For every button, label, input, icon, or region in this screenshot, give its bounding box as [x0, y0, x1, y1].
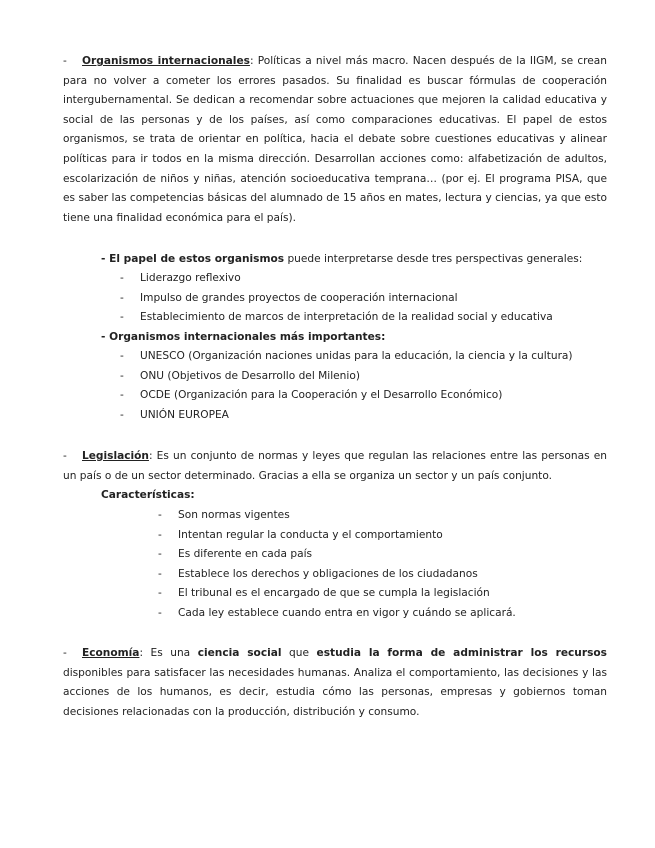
organismos-text: : Políticas a nivel más macro. Nacen después de la IIGM, se crean para no volver a cometer los errores pasados. Su finalidad es buscar fórmulas de cooperación intergubernamental. Se dedican a recomendar sobre actuaciones que mejoren la calidad educativa y social de las personas y de los países, así como comparaciones educativas. El papel de estos organismos, se trata de orientar en política, hacia el debate sobre cuestiones educativas y alinear políticas para ir todos en la misma dirección. Desarrollan acciones como: alfabetización de adultos, escolarización de niños y niñas, atención socioeducativa temprana… (por ej. El programa PISA, que es saber las competencias básicas del alumnado de 15 años en mates, lectura y ciencias, ya que esto tiene una finalidad económica para el país).: [63, 55, 608, 224]
list-item: - Son normas vigentes: [158, 506, 618, 526]
papel-heading: - El papel de estos organismos: [101, 253, 285, 265]
list-item: - Impulso de grandes proyectos de cooperación internacional: [120, 289, 610, 309]
papel-text: puede interpretarse desde tres perspectivas generales:: [284, 253, 583, 265]
economia-bold-b: estudia la forma de administrar los recursos: [316, 647, 607, 659]
legislacion-term: Legislación: [82, 450, 149, 462]
papel-list: [120, 269, 610, 328]
list-item: - UNESCO (Organización naciones unidas para la educación, la ciencia y la cultura): [120, 347, 610, 367]
list-item: - El tribunal es el encargado de que se cumpla la legislación: [158, 584, 618, 604]
economia-text-c: disponibles para satisfacer las necesidades humanas. Analiza el comportamiento, las decisiones y las acciones de los humanos, es decir, estudia cómo las personas, empresas y gobiernos toman decisiones relacionadas con la producción, distribución y consumo.: [63, 666, 607, 718]
list-item: - Liderazgo reflexivo: [120, 269, 610, 289]
list-item: - Intentan regular la conducta y el comportamiento: [158, 526, 618, 546]
list-item: - Establece los derechos y obligaciones de los ciudadanos: [158, 565, 618, 585]
organismos-term: Organismos internacionales: [82, 55, 250, 67]
bullet-dash: -: [63, 55, 67, 67]
list-item: - UNIÓN EUROPEA: [120, 406, 610, 426]
list-item: - Establecimiento de marcos de interpretación de la realidad social y educativa: [120, 308, 610, 328]
economia-bold-a: ciencia social: [197, 647, 282, 659]
economia-text-a: : Es una: [139, 647, 198, 659]
importantes-heading: - Organismos internacionales más importantes:: [101, 331, 386, 343]
list-item: - OCDE (Organización para la Cooperación y el Desarrollo Económico): [120, 386, 610, 406]
organismos-paragraph: [63, 52, 607, 228]
list-item: - ONU (Objetivos de Desarrollo del Milenio): [120, 367, 610, 387]
bullet-dash: -: [63, 647, 67, 659]
legislacion-paragraph: [63, 447, 607, 486]
caracteristicas-heading: Características:: [101, 489, 195, 501]
papel-heading-line: [101, 250, 611, 270]
economia-term: Economía: [82, 647, 140, 659]
economia-paragraph: [63, 644, 607, 722]
economia-text-b: que: [281, 647, 317, 659]
bullet-dash: -: [63, 450, 67, 462]
legislacion-text: : Es un conjunto de normas y leyes que regulan las relaciones entre las personas en un país o de un sector determinado. Gracias a ella se organiza un sector y un país conjunto.: [63, 450, 607, 482]
caracteristicas-list: [158, 506, 618, 624]
list-item: - Cada ley establece cuando entra en vigor y cuándo se aplicará.: [158, 604, 618, 624]
list-item: - Es diferente en cada país: [158, 545, 618, 565]
importantes-list: [120, 347, 610, 425]
